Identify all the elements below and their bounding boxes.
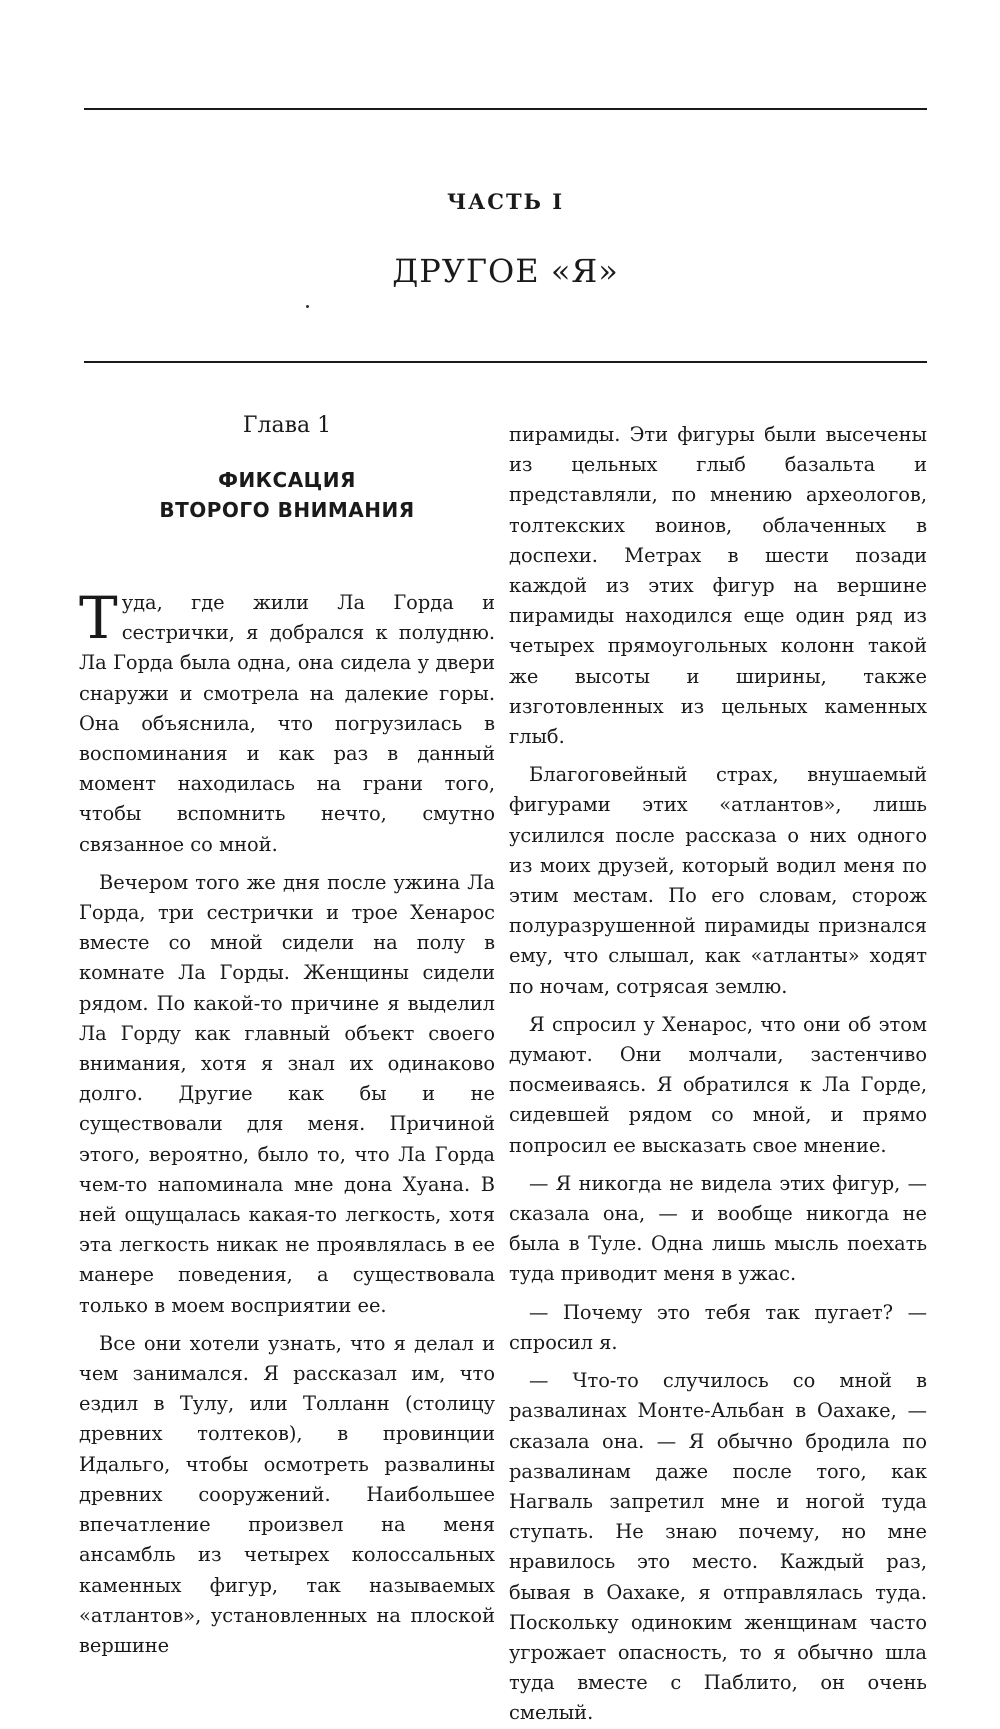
paragraph: Все они хотели узнать, что я делал и чем занимался. Я рассказал им, что ездил в Тулу, или Толланн (столицу древних толтеков), в провинции Идальго, чтобы осмотреть развалины древних сооружений. Наибольшее впечатление произвел на меня ансамбль из четырех колоссальных каменных фигур, так называемых «атлантов», установленных на плоской вершине [79,1331,495,1657]
left-column [79,584,495,1661]
paragraph: Благоговейный страх, внушаемый фигурами этих «атлантов», лишь усилился после рассказа о них одного из моих друзей, который водил меня по этим местам. По его словам, сторож полуразрушенной пирамиды признался ему, что слышал, как «атланты» ходят по ночам, сотрясая землю. [509,763,927,998]
chapter-title-line-2: ВТОРОГО ВНИМАНИЯ [159,498,415,522]
drop-cap: Т [79,584,118,652]
paragraph: Я спросил у Хенарос, что они об этом думают. Они молчали, застенчиво посмеиваясь. Я обратился к Ла Горде, сидевшей рядом со мной, и прямо попросил ее высказать свое мнение. [509,1012,927,1157]
print-speck [306,305,309,308]
paragraph-text: уда, где жили Ла Горда и сестрички, я добрался к полудню. Ла Горда была одна, она сидела у двери снаружи и смотрела на далекие горы. Она объяснила, что погрузилась в воспоминания и как раз в данный момент находилась на грани того, чтобы вспомнить нечто, смутно связанное со мной. [79,591,495,856]
paragraph: — Что-то случилось со мной в развалинах Монте-Альбан в Оахаке, — сказала она. — Я обычно бродила по развалинам даже после того, как Нагваль запретил мне и ногой туда ступать. Не знаю почему, но мне нравилось это место. Каждый раз, бывая в Оахаке, я отправлялась туда. Поскольку одиноким женщинам часто угрожает опасность, то я обычно шла туда вместе с Паблито, он очень смелый. [509,1369,927,1725]
chapter-title-line-1: ФИКСАЦИЯ [218,468,356,492]
paragraph: пирамиды. Эти фигуры были высечены из цельных глыб базальта и представляли, по мнению археологов, толтекских воинов, облаченных в доспехи. Метрах в шести позади каждой из этих фигур на вершине пирамиды находился еще один ряд из четырех прямоугольных колонн такой же высоты и ширины, также изготовленных из цельных каменных глыб. [509,423,927,749]
part-label: ЧАСТЬ I [446,189,565,214]
paragraph: — Я никогда не видела этих фигур, — сказала она, — и вообще никогда не была в Туле. Одна лишь мысль поехать туда приводит меня в ужас. [509,1171,927,1286]
section-rule [84,361,927,363]
chapter-number: Глава 1 [242,413,332,438]
right-column [509,420,927,1729]
chapter-title [79,465,495,525]
paragraph: — Почему это тебя так пугает? — спросил я. [509,1300,927,1354]
part-title: ДРУГОЕ «Я» [392,252,619,290]
paragraph [79,584,495,860]
top-rule [84,108,927,110]
paragraph: Вечером того же дня после ужина Ла Горда, три сестрички и трое Хенарос вместе со мной сидели на полу в комнате Ла Горды. Женщины сидели рядом. По какой-то причине я выделил Ла Горду как главный объект своего внимания, хотя я знал их одинаково долго. Другие как бы и не существовали для меня. Причиной этого, вероятно, было то, что Ла Горда чем-то напоминала мне дона Хуана. В ней ощущалась какая-то легкость, хотя эта легкость никак не проявлялась в ее манере поведения, а существовала только в моем восприятии ее. [79,870,495,1317]
